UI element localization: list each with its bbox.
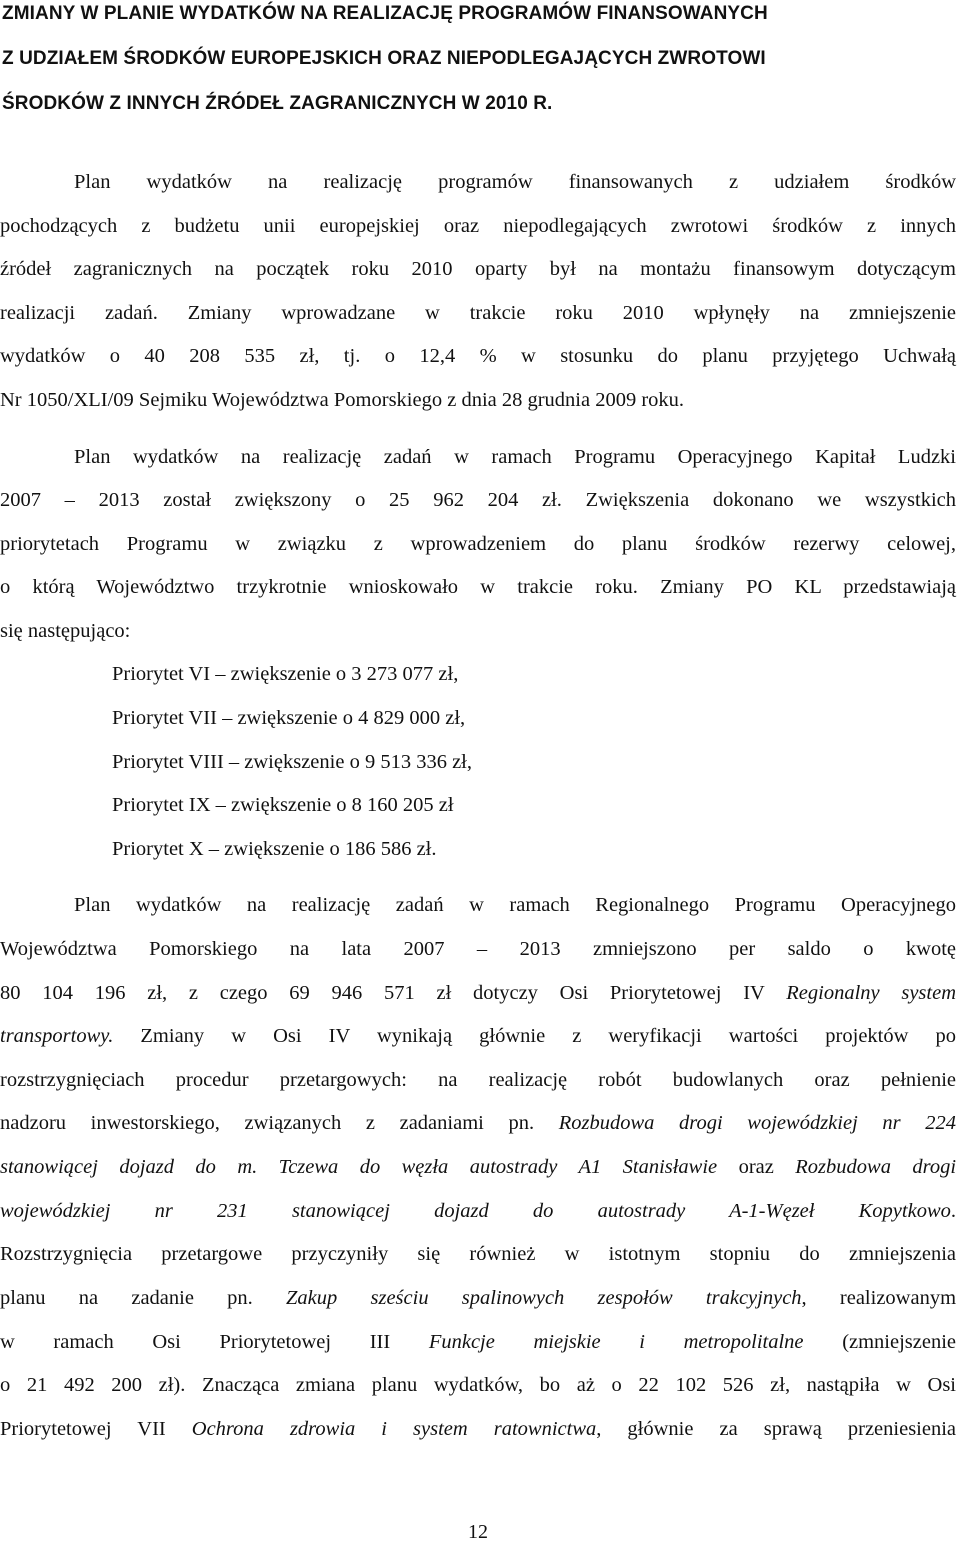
priority-list-item: Priorytet VIII – zwiększenie o 9 513 336 zł, [112, 751, 472, 773]
paragraph-1-line: źródeł zagranicznych na początek roku 2010 oparty był na montażu finansowym dotyczącym [0, 258, 956, 280]
text-run: oraz [738, 1156, 774, 1178]
paragraph-1-line: Plan wydatków na realizację programów finansowanych z udziałem środków [74, 171, 956, 193]
text-run: Priorytetowej VII [0, 1418, 166, 1440]
paragraph-3-line [0, 1023, 956, 1049]
section-heading-line-2: Z UDZIAŁEM ŚRODKÓW EUROPEJSKICH ORAZ NIEPODLEGAJĄCYCH ZWROTOWI [2, 48, 766, 69]
paragraph-3-line [0, 1198, 956, 1224]
priority-list-item: Priorytet VII – zwiększenie o 4 829 000 zł, [112, 707, 466, 729]
paragraph-3-line [0, 1329, 956, 1355]
priority-list-item: Priorytet VI – zwiększenie o 3 273 077 zł, [112, 663, 459, 685]
italic-text-run: stanowiącej dojazd do m. Tczewa do węzła autostrady A1 Stanisławie [0, 1156, 718, 1178]
paragraph-2-line: 2007 – 2013 został zwiększony o 25 962 204 zł. Zwiększenia dokonano we wszystkich [0, 489, 956, 511]
paragraph-1-line: realizacji zadań. Zmiany wprowadzane w trakcie roku 2010 wpłynęły na zmniejszenie [0, 302, 956, 324]
paragraph-3-line [0, 1285, 956, 1311]
italic-text-run: transportowy. [0, 1025, 114, 1047]
paragraph-3-line: Województwa Pomorskiego na lata 2007 – 2013 zmniejszono per saldo o kwotę [0, 938, 956, 960]
priority-list-item: Priorytet X – zwiększenie o 186 586 zł. [112, 838, 437, 860]
text-run: . [950, 1200, 956, 1222]
italic-text-run: Regionalny system [786, 982, 957, 1004]
italic-text-run: wojewódzkiej nr 231 stanowiącej dojazd do autostrady A-1-Węzeł Kopytkowo [0, 1200, 951, 1222]
paragraph-1-line: Nr 1050/XLI/09 Sejmiku Województwa Pomorskiego z dnia 28 grudnia 2009 roku. [0, 389, 685, 411]
italic-text-run: Funkcje miejskie i metropolitalne [428, 1331, 804, 1353]
priority-list-item: Priorytet IX – zwiększenie o 8 160 205 zł [112, 794, 454, 816]
italic-text-run: Zakup sześciu spalinowych zespołów trakcyjnych [286, 1287, 802, 1309]
paragraph-3-line: rozstrzygnięciach procedur przetargowych: na realizację robót budowlanych oraz pełnienie [0, 1069, 956, 1091]
text-run: planu na zadanie pn. [0, 1287, 253, 1309]
paragraph-3-line: Rozstrzygnięcia przetargowe przyczyniły się również w istotnym stopniu do zmniejszenia [0, 1243, 956, 1265]
paragraph-3-line [0, 980, 956, 1006]
paragraph-2-line: o którą Województwo trzykrotnie wnioskowało w trakcie roku. Zmiany PO KL przedstawiają [0, 576, 956, 598]
paragraph-3-line: o 21 492 200 zł). Znacząca zmiana planu wydatków, bo aż o 22 102 526 zł, nastąpiła w Osi [0, 1374, 956, 1396]
paragraph-3-line: Plan wydatków na realizację zadań w ramach Regionalnego Programu Operacyjnego [74, 894, 956, 916]
page-number: 12 [468, 1521, 488, 1543]
text-run: w ramach Osi Priorytetowej III [0, 1331, 391, 1353]
text-run: , realizowanym [801, 1287, 957, 1309]
paragraph-3-line [0, 1154, 956, 1180]
section-heading-line-3: ŚRODKÓW Z INNYCH ŹRÓDEŁ ZAGRANICZNYCH W 2010 R. [2, 93, 553, 114]
paragraph-2-line: priorytetach Programu w związku z wprowadzeniem do planu środków rezerwy celowej, [0, 533, 956, 555]
paragraph-1-line: wydatków o 40 208 535 zł, tj. o 12,4 % w stosunku do planu przyjętego Uchwałą [0, 345, 956, 367]
paragraph-3-line [0, 1110, 956, 1136]
text-run: nadzoru inwestorskiego, związanych z zadaniami pn. [0, 1112, 535, 1134]
paragraph-1-line: pochodzących z budżetu unii europejskiej oraz niepodlegających zwrotowi środków z innych [0, 215, 956, 237]
paragraph-2-line: się następująco: [0, 620, 131, 642]
paragraph-2-line: Plan wydatków na realizację zadań w ramach Programu Operacyjnego Kapitał Ludzki [74, 446, 956, 468]
italic-text-run: Ochrona zdrowia i system ratownictwa [191, 1418, 597, 1440]
italic-text-run: Rozbudowa drogi [795, 1156, 957, 1178]
text-run: (zmniejszenie [842, 1331, 957, 1353]
text-run: , głównie za sprawą przeniesienia [596, 1418, 957, 1440]
paragraph-3-line [0, 1416, 956, 1442]
section-heading-line-1: ZMIANY W PLANIE WYDATKÓW NA REALIZACJĘ PROGRAMÓW FINANSOWANYCH [2, 3, 768, 24]
italic-text-run: Rozbudowa drogi wojewódzkiej nr 224 [558, 1112, 956, 1134]
text-run: 80 104 196 zł, z czego 69 946 571 zł dotyczy Osi Priorytetowej IV [0, 982, 765, 1004]
text-run: Zmiany w Osi IV wynikają głównie z weryfikacji wartości projektów po [140, 1025, 956, 1047]
